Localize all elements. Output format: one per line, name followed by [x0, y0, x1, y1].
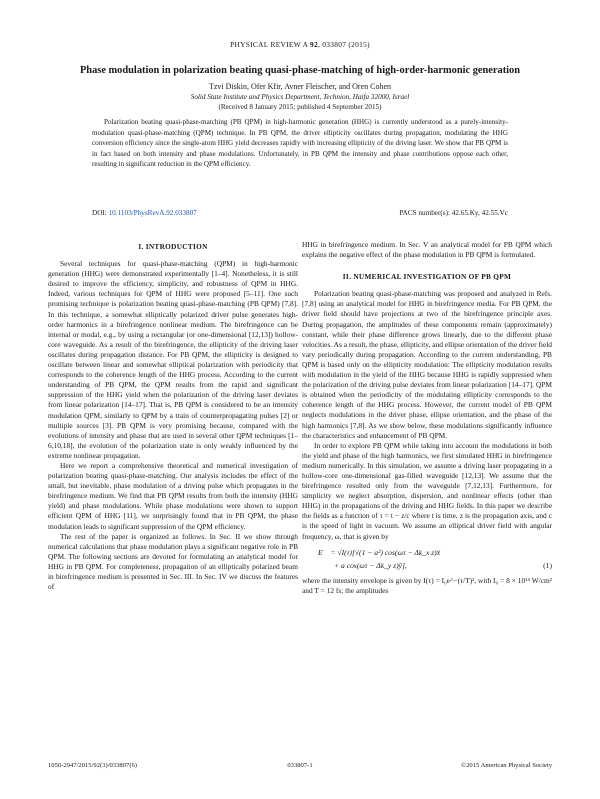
section-heading-introduction: I. INTRODUCTION — [138, 242, 208, 251]
equation-line-1: E⃗ = √I(τ)[√(1 − a²) cos(ωτ − Δk_x z)x̂ — [318, 547, 441, 557]
intro-paragraph-3: The rest of the paper is organized as follows. In Sec. II we show through numerical calculations that phase modulation plays a significant negative role in PB QPM. The following sections are devoted for formulating an analytical model for HHG in PB QPM. For completeness, propagation of an elliptically polarized beam in birefringence medium is presented in Sec. III. In Sec. IV we discuss the features of — [48, 531, 298, 592]
pacs-numbers: PACS number(s): 42.65.Ky, 42.55.Vc — [399, 209, 508, 217]
footer-copyright: ©2015 American Physical Society — [461, 762, 552, 769]
footer-code: 1050-2947/2015/92(3)/033807(6) — [48, 762, 138, 769]
right-column — [302, 240, 552, 596]
section-heading-numerical: II. NUMERICAL INVESTIGATION OF PB QPM — [342, 272, 512, 282]
intro-paragraph-continued: HHG in birefringence medium. In Sec. V an analytical model for PB QPM which explains the negative effect of the phase modulation in PB QPM is formulated. — [302, 240, 552, 260]
numerical-paragraph-2: In order to explore PB QPM while taking into account the modulations in both the yield and phase of the high harmonics, we first simulated HHG in birefringence medium numerically. In this simulation, we assume a driving laser propagating in a hollow-core one-dimensional gas-filled waveguide [12,13]. We assume that the birefringence resulted only from the waveguide [7,12,13]. Furthermore, for simplicity we neglect absorption, dispersion, and nonlinear effects (other than HHG) in the propagations of the driving and HHG fields. In this paper we describe the fields as a function of τ = t − z/c where t is time, z is the propagation axis, and c is the speed of light in vacuum. We assume an elliptical driver field with angular frequency, ω, that is given by — [302, 440, 552, 541]
author-list: Tzvi Diskin, Ofer Kfir, Avner Fleischer, and Oren Cohen — [208, 82, 392, 91]
received-date: (Received 8 January 2015; published 4 September 2015) — [218, 103, 382, 111]
page-footer — [48, 762, 552, 769]
equation-1 — [302, 546, 552, 572]
doi-link[interactable]: 10.1103/PhysRevA.92.033807 — [108, 209, 197, 217]
numerical-paragraph-1: Polarization beating quasi-phase-matching was proposed and analyzed in Refs. [7,8] using an analytical model for HHG in birefringence media. For PB QPM, the driver field should have projections at two of the birefringence principle axes. During propagation, the amplitudes of these components remain (approximately) constant, while their phase difference grows linearly, due to the different phase velocities. As a result, the phase, ellipticity, and ellipse orientation of the driver field vary periodically during propagation. According to the current understanding, PB QPM is based only on the ellipticity modulation: The ellipticity modulation results with modulation in the yield of the HHG because HHG is rapidly suppressed when the polarization of the driving pulse deviates from linear polarization [14–17]. QPM is obtained when the periodicity of the modulating ellipticity corresponds to the coherence length of the HHG process. However, the current model of PB QPM neglects modulations in the driver phase, ellipse orientation, and the phase of the high harmonics [7,8]. As we show below, these modulations significantly influence the characteristics and enhancement of PB QPM. — [302, 289, 552, 440]
doi-label: DOI: — [92, 209, 107, 217]
journal-volume: 92 — [310, 40, 318, 49]
intro-paragraph-1: Several techniques for quasi-phase-matching (QPM) in high-harmonic generation (HHG) were demonstrated experimentally [1–4]. Nonetheless, it is still desired to improve the efficiency, simplicity, and robustness of QPM in HHG. Indeed, various techniques for QPM of HHG were proposed [5–11]. One such promising technique is polarization beating quasi-phase-matching (PB QPM) [7,8]. In this technique, a somewhat elliptically polarized driver pulse generates high-order harmonics in a birefringence nonlinear medium. The birefringence can be internal or modal, e.g., by using a rectangular (or one-dimensional [12,13]) hollow-core waveguide. As a result of the birefringence, the ellipticity of the driving laser oscillates during propagation distance. For PB QPM, the ellipticity is designed to oscillate between linear and somewhat elliptical polarization with periodicity that corresponds to the coherence length of the HHG process. According to the current understanding of PB QPM, the QPM results from the rapid and significant suppression of the HHG yield when the polarization of the driving laser deviates from linear polarization [14–17]. That is, PB QPM is considered to be an intensity modulation QPM, similarly to QPM by a train of counterpropagating pulses [2] or multiple sources [3]. PB QPM is very promising because, compared with the evolutions of intensity and phase that are used in several other QPM techniques [1–6,10,18], the evolution of the polarization state is only weakly influenced by the extreme nonlinear propagation. — [48, 259, 298, 460]
intro-paragraph-2: Here we report a comprehensive theoretical and numerical investigation of polarization beating quasi-phase-matching. Our analysis includes the effect of the small, but inevitable, phase modulation of a driving pulse which propagates in the birefringence medium. We find that PB QPM results from both the intensity (HHG yield) and phase modulations. While phase modulations were shown to support efficient QPM of HHG [11], we surprisingly found that in PB QPM, the phase modulation leads to significant suppression of the QPM efficiency. — [48, 460, 298, 531]
equation-number: (1) — [543, 560, 552, 570]
paper-title: Phase modulation in polarization beating quasi-phase-matching of high-order-harmonic generation — [79, 65, 521, 76]
left-column — [48, 240, 298, 592]
footer-page-number: 033807-1 — [287, 762, 313, 769]
doi-row — [92, 209, 508, 217]
numerical-paragraph-3: where the intensity envelope is given by I(τ) = I₀e^−(τ/T)², with I₀ = 8 × 10¹⁴ W/cm² and T = 12 fs; the amplitudes — [302, 575, 552, 595]
journal-header: PHYSICAL REVIEW A 92, 033807 (2015) — [230, 40, 370, 49]
affiliation: Solid State Institute and Physics Department, Technion, Haifa 32000, Israel — [190, 93, 410, 101]
equation-line-2: + a cos(ωτ − Δk_y z)ŷ], — [334, 560, 407, 570]
abstract: Polarization beating quasi-phase-matching (PB QPM) in high-harmonic generation (HHG) is currently understood as a purely-intensity-modulation quasi-phase-matching (QPM) technique. In PB QPM, the driver ellipticity oscillates during propagation, modulating the HHG conversion efficiency since the single-atom HHG yield decreases rapidly with increasing ellipticity of the driving laser. We show that PB QPM is in fact based on both intensity and phase modulations. Unfortunately, in PB QPM the intensity and phase contributions oppose each other, resulting in significant reduction in the QPM efficiency. — [92, 118, 508, 168]
